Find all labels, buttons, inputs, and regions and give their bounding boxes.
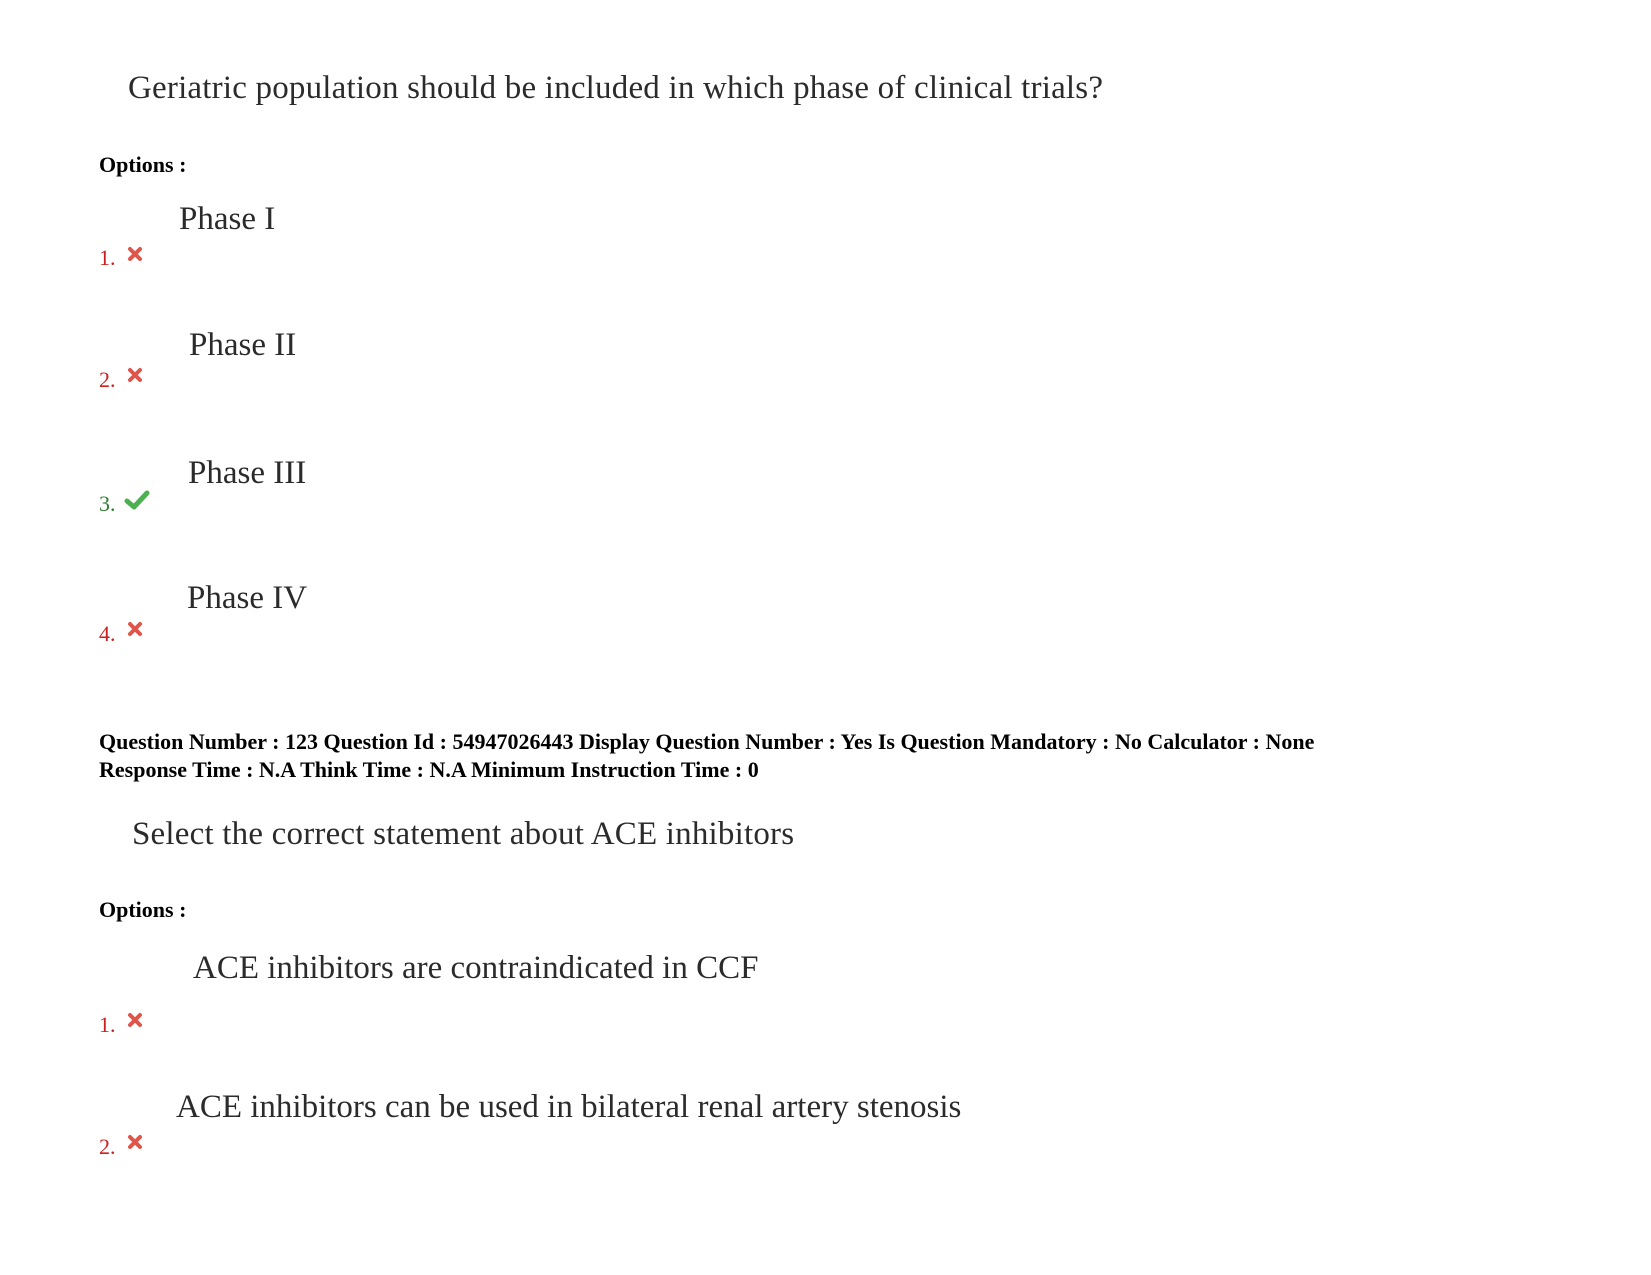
option-number: 2.: [99, 1134, 116, 1159]
option-text: ACE inhibitors are contraindicated in CCF: [193, 950, 759, 986]
option-number: 4.: [99, 621, 116, 646]
question-text: Geriatric population should be included in which phase of clinical trials?: [128, 70, 1104, 106]
option-text: ACE inhibitors can be used in bilateral renal artery stenosis: [176, 1089, 962, 1125]
option-text: Phase II: [189, 327, 297, 363]
option-number: 1.: [99, 245, 116, 270]
cross-icon: [127, 367, 143, 383]
options-label: Options :: [99, 152, 187, 177]
cross-icon: [127, 246, 143, 262]
cross-icon: [127, 1134, 143, 1150]
check-icon: [124, 489, 150, 511]
cross-icon: [127, 621, 143, 637]
option-number: 1.: [99, 1012, 116, 1037]
option-text: Phase IV: [187, 580, 308, 616]
option-text: Phase I: [179, 201, 276, 237]
question-meta-line-1: Question Number : 123 Question Id : 54947026443 Display Question Number : Yes Is Question Mandatory : No Calculator : None: [99, 729, 1315, 754]
question-text: Select the correct statement about ACE inhibitors: [132, 816, 795, 852]
option-number: 3.: [99, 491, 116, 516]
option-text: Phase III: [188, 455, 307, 491]
options-label: Options :: [99, 897, 187, 922]
option-number: 2.: [99, 367, 116, 392]
cross-icon: [127, 1012, 143, 1028]
question-meta-line-2: Response Time : N.A Think Time : N.A Minimum Instruction Time : 0: [99, 757, 759, 782]
